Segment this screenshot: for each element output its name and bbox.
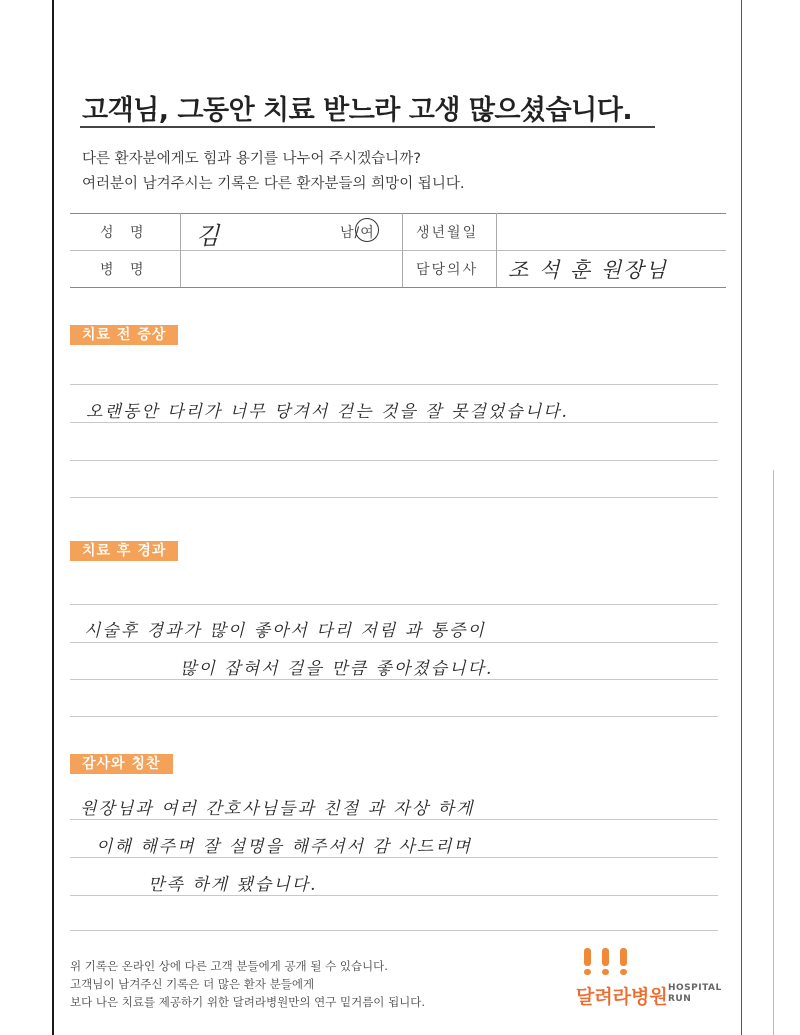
section-tag-thanks: 감사와 칭찬	[70, 754, 173, 774]
thanks-text-line-1[interactable]: 원장님과 여러 간호사님들과 친절 과 자상 하게	[80, 799, 475, 819]
info-table-bottom-rule	[70, 287, 726, 288]
name-label: 성 명	[100, 225, 150, 241]
title-underline	[80, 126, 655, 128]
before-treatment-text-line-1[interactable]: 오랜동안 다리가 너무 당겨서 걷는 것을 잘 못걸었습니다.	[86, 402, 569, 422]
footer-note-line-1: 위 기록은 온라인 상에 다른 고객 분들에게 공개 될 수 있습니다.	[70, 959, 388, 973]
ruled-line	[70, 895, 718, 896]
scan-edge-right	[741, 0, 742, 1035]
doctor-label: 담당의사	[416, 262, 479, 278]
info-table-divider-1	[180, 213, 181, 287]
ruled-line	[70, 857, 718, 858]
section-tag-before-treatment: 치료 전 증상	[70, 325, 178, 345]
disease-label: 병 명	[100, 262, 150, 278]
ruled-line	[70, 642, 718, 643]
ruled-line	[70, 460, 718, 461]
footer-note-line-2: 고객님이 남겨주신 기록은 더 많은 환자 분들에게	[70, 977, 315, 991]
ruled-line	[70, 384, 718, 385]
doctor-value[interactable]: 조 석 훈 원장님	[508, 258, 668, 282]
thanks-text-line-2[interactable]: 이해 해주며 잘 설명을 해주셔서 감 사드리며	[96, 837, 473, 857]
ruled-line	[70, 930, 718, 931]
scan-edge-right-outer	[773, 470, 774, 1035]
gender-label: 남/여	[340, 225, 375, 241]
info-table-top-rule	[70, 213, 726, 214]
logo-english-bottom: RUN	[668, 994, 692, 1004]
scan-edge-left	[52, 0, 54, 1035]
footer-note-line-3: 보다 나은 치료를 제공하기 위한 달려라병원만의 연구 밑거름이 됩니다.	[70, 995, 426, 1009]
page-title: 고객님, 그동안 치료 받느라 고생 많으셨습니다.	[82, 95, 633, 126]
name-value[interactable]: 김	[196, 222, 222, 250]
ruled-line	[70, 422, 718, 423]
intro-line-2: 여러분이 남겨주시는 기록은 다른 환자분들의 희망이 됩니다.	[82, 176, 465, 192]
hospital-logo	[576, 948, 736, 1018]
ruled-line	[70, 716, 718, 717]
ruled-line	[70, 819, 718, 820]
after-treatment-text-line-1[interactable]: 시술후 경과가 많이 좋아서 다리 저림 과 통증이	[84, 621, 486, 641]
ruled-line	[70, 497, 718, 498]
birth-label: 생년월일	[416, 225, 479, 241]
logo-english-top: HOSPITAL	[668, 983, 722, 993]
after-treatment-text-line-2[interactable]: 많이 잡혀서 걸을 만큼 좋아졌습니다.	[180, 659, 494, 679]
info-table-middle-rule	[70, 250, 726, 251]
info-table-divider-3	[496, 213, 497, 287]
ruled-line	[70, 604, 718, 605]
thanks-text-line-3[interactable]: 만족 하게 됐습니다.	[148, 875, 318, 895]
ruled-line	[70, 679, 718, 680]
gender-circle-mark	[355, 218, 379, 242]
intro-line-1: 다른 환자분에게도 힘과 용기를 나누어 주시겠습니까?	[82, 151, 421, 167]
section-tag-after-treatment: 치료 후 경과	[70, 541, 178, 561]
info-table-divider-2	[402, 213, 403, 287]
logo-korean-name: 달려라병원	[576, 986, 668, 1008]
